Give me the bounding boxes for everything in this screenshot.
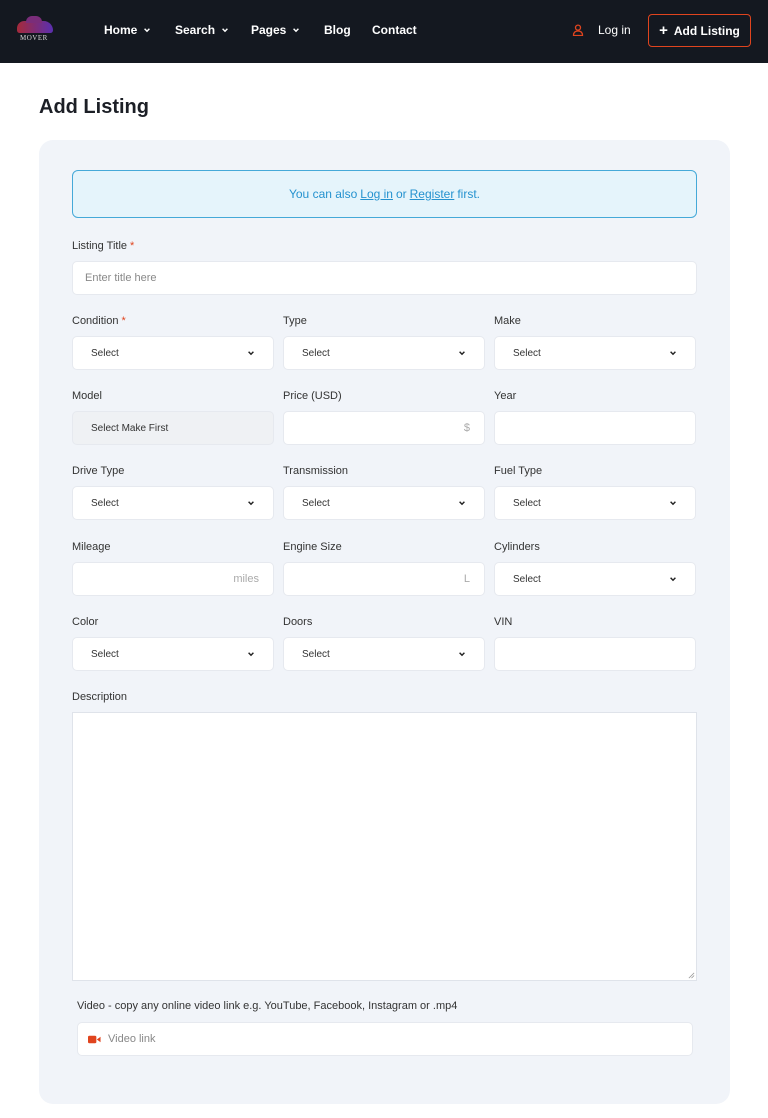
chevron-down-icon <box>247 650 255 658</box>
car-logo-icon <box>17 21 53 33</box>
login-notice <box>72 170 697 218</box>
nav-blog-label: Blog <box>324 23 351 37</box>
chevron-down-icon <box>292 26 300 34</box>
engine-size-field <box>283 562 485 596</box>
nav-pages-label: Pages <box>251 23 287 37</box>
chevron-down-icon <box>458 650 466 658</box>
condition-value: Select <box>91 347 119 359</box>
chevron-down-icon <box>458 499 466 507</box>
listing-title-label <box>72 240 134 252</box>
price-label: Price (USD) <box>283 390 342 402</box>
make-select[interactable] <box>494 336 696 370</box>
video-label: Video - copy any online video link e.g. YouTube, Facebook, Instagram or .mp4 <box>77 1000 458 1012</box>
video-camera-icon <box>88 1035 101 1044</box>
year-field <box>494 411 696 445</box>
mileage-field <box>72 562 274 596</box>
chevron-down-icon <box>669 349 677 357</box>
type-value: Select <box>302 347 330 359</box>
required-marker: * <box>121 315 126 327</box>
price-input[interactable] <box>284 412 484 444</box>
login-link[interactable] <box>572 21 631 39</box>
vin-label: VIN <box>494 616 513 628</box>
listing-title-input[interactable] <box>73 262 696 294</box>
transmission-label: Transmission <box>283 465 348 477</box>
add-listing-button[interactable] <box>648 14 751 47</box>
chevron-down-icon <box>221 26 229 34</box>
mileage-label: Mileage <box>72 541 111 553</box>
listing-title-label-text: Listing Title <box>72 240 128 252</box>
chevron-down-icon <box>247 349 255 357</box>
page-title: Add Listing <box>39 96 149 118</box>
dollar-suffix: $ <box>463 422 470 434</box>
year-input[interactable] <box>495 412 695 444</box>
chevron-down-icon <box>143 26 151 34</box>
fuel-type-select[interactable] <box>494 486 696 520</box>
video-link-input[interactable] <box>108 1033 692 1045</box>
type-label: Type <box>283 315 307 327</box>
year-label: Year <box>494 390 517 402</box>
chevron-down-icon <box>247 499 255 507</box>
listing-title-field <box>72 261 697 295</box>
nav-blog[interactable] <box>324 22 351 38</box>
description-textarea[interactable] <box>72 712 697 981</box>
make-label: Make <box>494 315 521 327</box>
doors-select[interactable] <box>283 637 485 671</box>
color-value: Select <box>91 648 119 660</box>
plus-icon: + <box>659 22 668 39</box>
notice-middle: or <box>395 187 407 201</box>
nav-search[interactable] <box>175 22 229 38</box>
add-listing-label: Add Listing <box>673 23 740 38</box>
user-icon <box>572 24 584 36</box>
description-label: Description <box>72 691 128 703</box>
cylinders-value: Select <box>513 573 541 585</box>
drive-type-label: Drive Type <box>72 465 125 477</box>
notice-suffix: first. <box>457 187 480 201</box>
chevron-down-icon <box>669 575 677 583</box>
color-select[interactable] <box>72 637 274 671</box>
cylinders-select[interactable] <box>494 562 696 596</box>
required-marker: * <box>130 240 135 252</box>
drive-type-select[interactable] <box>72 486 274 520</box>
condition-label-text: Condition <box>72 315 119 327</box>
doors-value: Select <box>302 648 330 660</box>
drive-type-value: Select <box>91 497 119 509</box>
vin-field <box>494 637 696 671</box>
nav-contact[interactable] <box>372 22 417 38</box>
nav-pages[interactable] <box>251 22 300 38</box>
chevron-down-icon <box>669 499 677 507</box>
make-value: Select <box>513 347 541 359</box>
doors-label: Doors <box>283 616 313 628</box>
nav-search-label: Search <box>175 23 216 37</box>
model-label: Model <box>72 390 102 402</box>
notice-login-link[interactable]: Log in <box>360 187 393 201</box>
model-value: Select Make First <box>91 422 169 434</box>
transmission-select[interactable] <box>283 486 485 520</box>
chevron-down-icon <box>458 349 466 357</box>
model-select[interactable] <box>72 411 274 445</box>
type-select[interactable] <box>283 336 485 370</box>
notice-prefix: You can also <box>288 187 358 201</box>
cylinders-label: Cylinders <box>494 541 540 553</box>
liters-suffix: L <box>463 573 470 585</box>
condition-label <box>72 315 126 327</box>
resize-grip-icon[interactable] <box>688 972 695 979</box>
engine-size-input[interactable] <box>284 563 484 595</box>
condition-select[interactable] <box>72 336 274 370</box>
login-label: Log in <box>598 23 631 37</box>
vin-input[interactable] <box>495 638 695 670</box>
nav-home[interactable] <box>104 22 151 38</box>
fuel-type-label: Fuel Type <box>494 465 543 477</box>
miles-suffix: miles <box>233 573 259 585</box>
logo-text: MOVER <box>20 34 48 42</box>
nav-contact-label: Contact <box>372 23 417 37</box>
nav-home-label: Home <box>104 23 138 37</box>
top-navbar <box>0 0 768 63</box>
transmission-value: Select <box>302 497 330 509</box>
price-field <box>283 411 485 445</box>
site-logo[interactable] <box>17 18 55 44</box>
video-link-field <box>77 1022 693 1056</box>
fuel-type-value: Select <box>513 497 541 509</box>
color-label: Color <box>72 616 99 628</box>
engine-size-label: Engine Size <box>283 541 342 553</box>
notice-register-link[interactable]: Register <box>409 187 455 201</box>
